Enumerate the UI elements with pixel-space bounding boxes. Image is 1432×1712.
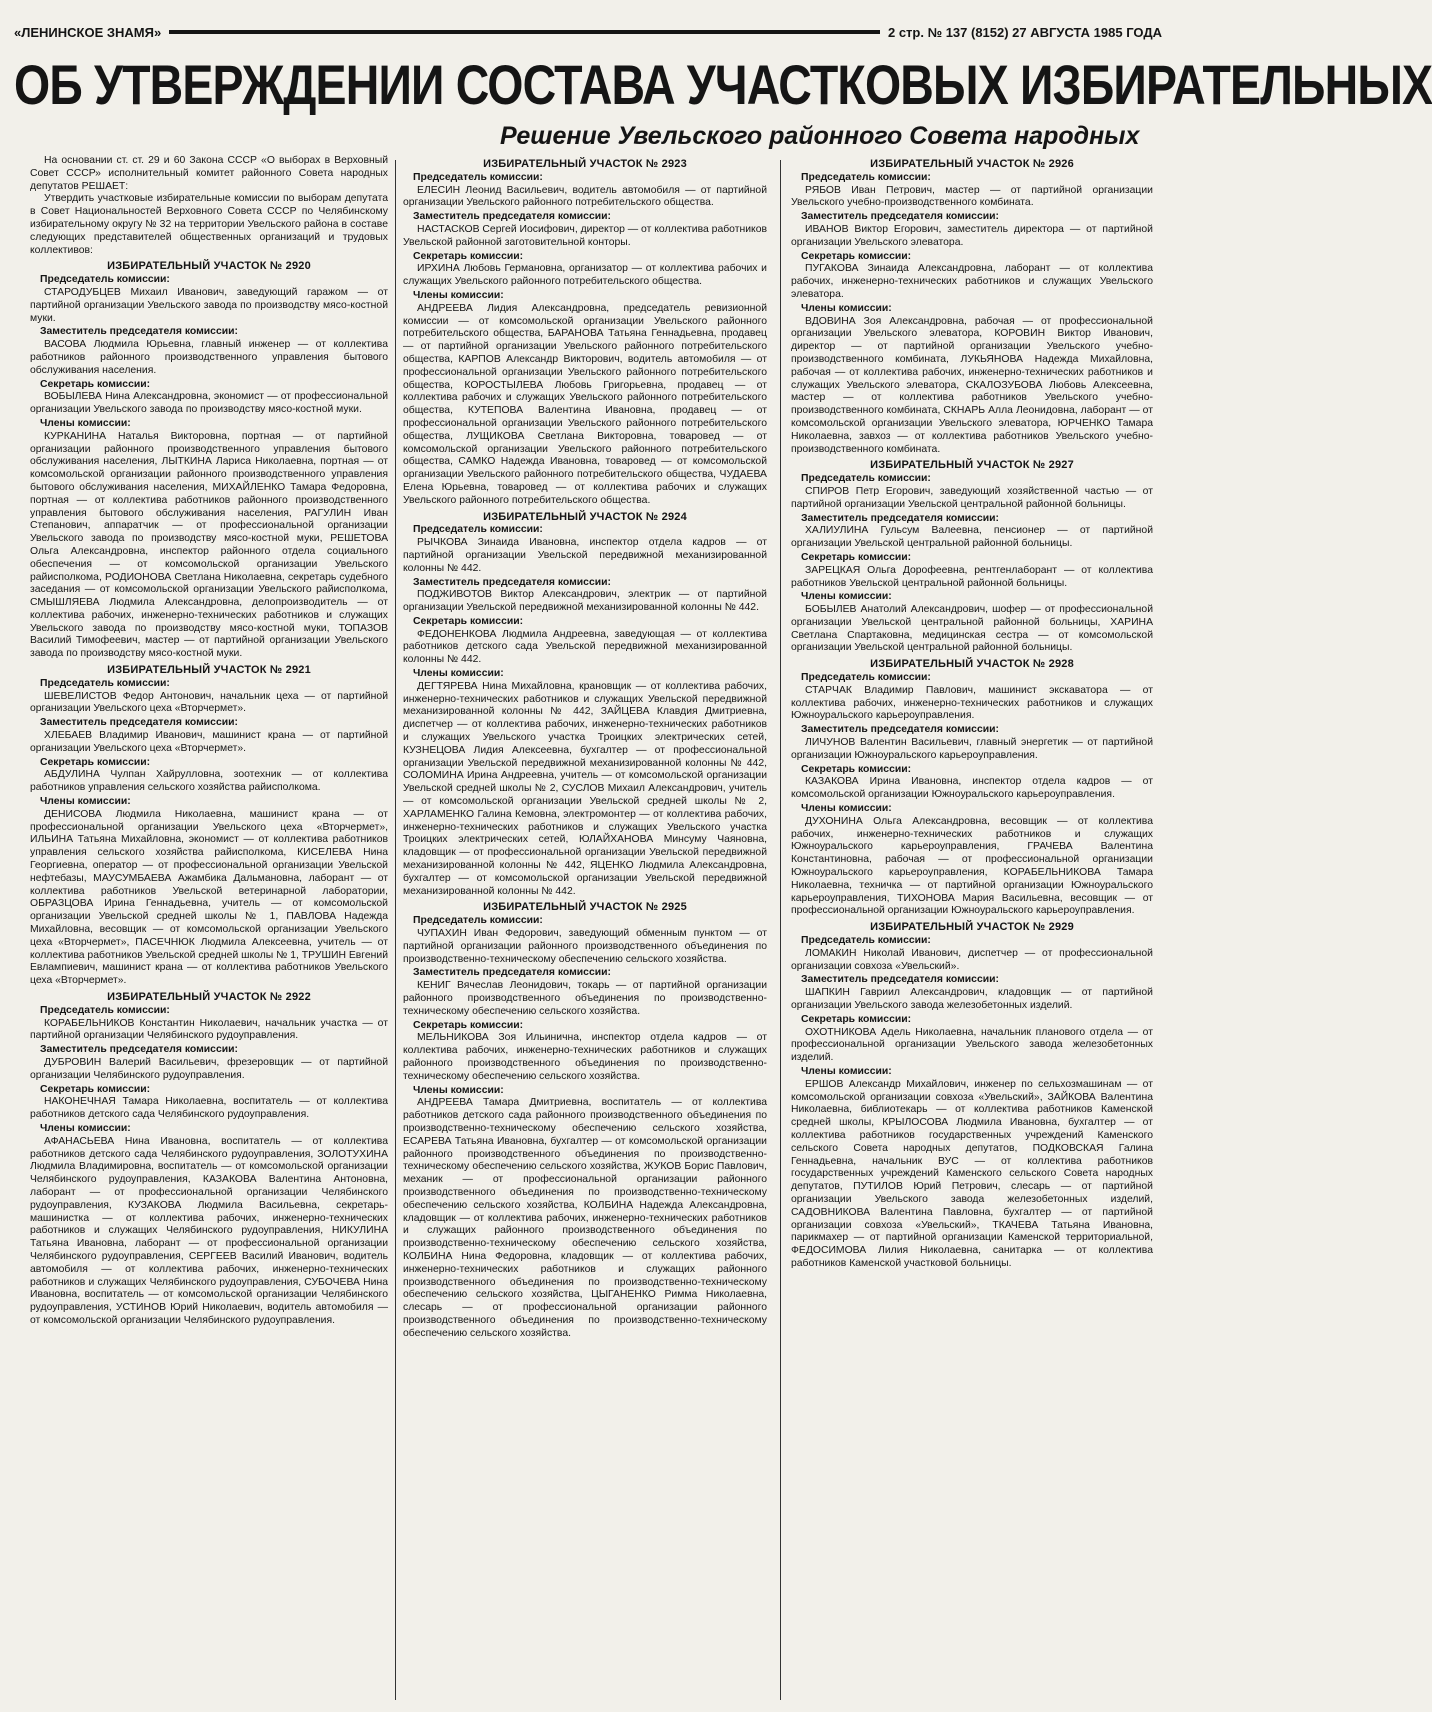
secretary-entry: ФЕДОНЕНКОВА Людмила Андреевна, заведующая — от коллектива работников детского сада Увельской передвижной механизированной колонны № 442. (403, 628, 767, 666)
role-label: Председатель комиссии: (40, 677, 170, 689)
chair-entry: КОРАБЕЛЬНИКОВ Константин Николаевич, начальник участка — от партийной организации Челябинского рудоуправления. (30, 1017, 388, 1042)
members-entry: ДЕНИСОВА Людмила Николаевна, машинист крана — от профессиональной организации Увельского цеха «Вторчермет», ИЛЬИНА Татьяна Михайловна, экономист — от коллектива работников управления сельского хозяйства райисполкома, КИСЕЛЕВА Нина Георгиевна, оператор — от профессиональной организации Увельской нефтебазы, МАУСУМБАЕВА Ажамбика Дальмановна, лаборант — от коллектива работников Увельской ветеринарной лаборатории, ОБРАЗЦОВА Ирина Геннадьевна, учитель — от комсомольской организации Увельской средней школы № 1, ПАВЛОВА Надежда Михайловна, весовщик — от комсомольской организации Увельского цеха «Вторчермет», ПАСЕЧНЮК Людмила Алексеевна, учитель — от коллектива работников Увельской средней школы № 1, ТРУШИН Евгений Евлампиевич, машинист крана — от коллектива работников Увельского цеха «Вторчермет». (30, 808, 388, 987)
role-label: Заместитель председателя комиссии: (413, 211, 611, 223)
role-label: Председатель комиссии: (801, 171, 931, 183)
column-3 (791, 155, 1153, 1705)
column-2 (403, 155, 767, 1705)
role-label: Секретарь комиссии: (40, 756, 151, 768)
role-label: Председатель комиссии: (413, 171, 543, 183)
secretary-entry: КАЗАКОВА Ирина Ивановна, инспектор отдела кадров — от комсомольской организации Южноуральского карьероуправления. (791, 776, 1153, 801)
chair-entry: СПИРОВ Петр Егорович, заведующий хозяйственной частью — от партийной организации Увельской центральной районной больницы. (791, 485, 1153, 510)
role-label: Секретарь комиссии: (801, 551, 912, 563)
chair-entry: ЛОМАКИН Николай Иванович, диспетчер — от профессиональной организации совхоза «Увельский». (791, 947, 1153, 972)
deputy-entry: ДУБРОВИН Валерий Васильевич, фрезеровщик — от партийной организации Челябинского рудоуправления. (30, 1056, 388, 1081)
role-label: Председатель комиссии: (801, 672, 931, 684)
members-entry: КУРКАНИНА Наталья Викторовна, портная — от партийной организации районного производственного управления бытового обслуживания населения, ЛЫТКИНА Лариса Николаевна, портная — от комсомольской организации районного производственного управления бытового обслуживания населения, МИХАЙЛЕНКО Тамара Федоровна, портная — от коллектива работников районного производственного управления бытового обслуживания населения, РАГУЛИН Иван Степанович, аппаратчик — от профессиональной организации Увельского завода по производству мясо-костной муки, РЕШЕТОВА Ольга Александровна, инспектор районного отдела социального обеспечения — от комсомольской организации Увельского райисполкома, РОДИОНОВА Светлана Николаевна, секретарь судебного заседания — от комсомольской организации Увельского райисполкома, СМЫШЛЯЕВА Людмила Александровна, делопроизводитель — от коллектива рабочих, инженерно-технических работников и служащих Увельского завода по производству мясо-костной муки, ТОПАЗОВ Василий Тимофеевич, мастер — от партийной организации Увельского завода по производству мясо-костной муки. (30, 430, 388, 660)
role-label: Члены комиссии: (801, 302, 892, 314)
members-entry: ВДОВИНА Зоя Александровна, рабочая — от профессиональной организации Увельского элеватора, КОРОВИН Виктор Иванович, директор — от партийной организации Увельского учебно-производственного комбината, ЛУКЬЯНОВА Надежда Михайловна, рабочая — от коллектива рабочих, инженерно-технических работников и служащих Увельского элеватора, СКАЛОЗУБОВА Любовь Алексеевна, мастер — от коллектива работников Увельского учебно-производственного комбината, СКНАРЬ Алла Леонидовна, лаборант — от комсомольской организации Увельского элеватора, ЮРЧЕНКО Тамара Николаевна, завхоз — от коллектива работников Увельского учебно-производственного комбината. (791, 315, 1153, 455)
deputy-entry: НАСТАСКОВ Сергей Иосифович, директор — от коллектива работников Увельской районной заготовительной конторы. (403, 223, 767, 248)
role-label: Члены комиссии: (40, 417, 131, 429)
intro-paragraph: Утвердить участковые избирательные комиссии по выборам депутата в Совет Национальностей Верховного Совета СССР по Челябинскому избирательному округу № 32 на территории Увельского района в составе следующих представителей общественных организаций и трудовых коллективов: (30, 193, 388, 256)
issue-info: 2 стр. № 137 (8152) 27 АВГУСТА 1985 ГОДА (887, 24, 1162, 40)
role-label: Заместитель председателя комиссии: (413, 967, 611, 979)
secretary-entry: ВОБЫЛЕВА Нина Александровна, экономист — от профессиональной организации Увельского завода по производству мясо-костной муки. (30, 391, 388, 416)
chair-entry: РЯБОВ Иван Петрович, мастер — от партийной организации Увельского учебно-производственного комбината. (791, 184, 1153, 209)
secretary-entry: НАКОНЕЧНАЯ Тамара Николаевна, воспитатель — от коллектива работников детского сада Челябинского рудоуправления. (30, 1096, 388, 1121)
role-label: Члены комиссии: (40, 796, 131, 808)
role-label: Заместитель председателя комиссии: (801, 512, 999, 524)
members-entry: АНДРЕЕВА Лидия Александровна, председатель ревизионной комиссии — от комсомольской организации Увельского районного потребительского общества, БАРАНОВА Татьяна Геннадьевна, продавец — от партийной организации Увельского районного потребительского общества, КАРПОВ Александр Викторович, водитель автомобиля — от профессиональной организации Увельского районного потребительского общества, КОРОСТЫЛЕВА Любовь Григорьевна, продавец — от коллектива рабочих и служащих Увельского районного потребительского общества, КУТЕПОВА Валентина Ивановна, продавец — от профессиональной организации Увельского районного потребительского общества, ЛУЩИКОВА Светлана Викторовна, товаровед — от комсомольской организации Увельского районного потребительского общества, САМКО Надежда Ивановна, товаровед — от комсомольской организации Увельского районного потребительского общества, ЧУДАЕВА Елена Юрьевна, товаровед — от коллектива рабочих и служащих Увельского районного потребительского общества. (403, 302, 767, 506)
deputy-entry: ЛИЧУНОВ Валентин Васильевич, главный энергетик — от партийной организации Южноуральского карьероуправления. (791, 737, 1153, 761)
masthead-rule (169, 30, 880, 34)
section-title: ИЗБИРАТЕЛЬНЫЙ УЧАСТОК № 2928 (870, 658, 1074, 671)
headline: ОБ УТВЕРЖДЕНИИ СОСТАВА УЧАСТКОВЫХ ИЗБИРАТЕЛЬНЫХ (14, 53, 1432, 116)
role-label: Секретарь комиссии: (40, 1083, 151, 1095)
role-label: Председатель комиссии: (413, 915, 543, 927)
role-label: Секретарь комиссии: (413, 1019, 524, 1031)
members-entry: ДУХОНИНА Ольга Александровна, весовщик — от коллектива рабочих, инженерно-технических работников и служащих Южноуральского карьероуправления, ГРАЧЕВА Валентина Константиновна, рабочая — от профессиональной организации Южноуральского карьероуправления, КОРАБЕЛЬНИКОВА Тамара Николаевна, техничка — от партийной организации Южноуральского карьероуправления, ТИХОНОВА Мария Васильевна, весовщик — от профессиональной организации Южноуральского карьероуправления. (791, 815, 1153, 917)
role-label: Заместитель председателя комиссии: (40, 326, 238, 338)
masthead (14, 22, 1162, 42)
role-label: Секретарь комиссии: (413, 250, 524, 262)
section-title: ИЗБИРАТЕЛЬНЫЙ УЧАСТОК № 2925 (483, 901, 687, 914)
deputy-entry: ХЛЕБАЕВ Владимир Иванович, машинист крана — от партийной организации Увельского цеха «Вторчермет». (30, 730, 388, 754)
role-label: Члены комиссии: (801, 803, 892, 815)
role-label: Секретарь комиссии: (801, 763, 912, 775)
deputy-entry: ХАЛИУЛИНА Гульсум Валеевна, пенсионер — от партийной организации Увельской центральной районной больницы. (791, 525, 1153, 550)
role-label: Члены комиссии: (40, 1122, 131, 1134)
secretary-entry: ОХОТНИКОВА Адель Николаевна, начальник планового отдела — от профессиональной организации Увельского завода железобетонных изделий. (791, 1026, 1153, 1064)
role-label: Секретарь комиссии: (413, 615, 524, 627)
section-title: ИЗБИРАТЕЛЬНЫЙ УЧАСТОК № 2923 (483, 158, 687, 170)
section-title: ИЗБИРАТЕЛЬНЫЙ УЧАСТОК № 2926 (870, 158, 1074, 170)
role-label: Секретарь комиссии: (801, 1013, 912, 1025)
secretary-entry: АБДУЛИНА Чулпан Хайрулловна, зоотехник — от коллектива работников управления сельского хозяйства райисполкома. (30, 769, 388, 794)
role-label: Заместитель председателя комиссии: (413, 576, 611, 588)
role-label: Заместитель председателя комиссии: (801, 211, 999, 223)
newspaper-name: «ЛЕНИНСКОЕ ЗНАМЯ» (14, 24, 162, 40)
role-label: Председатель комиссии: (40, 1004, 170, 1016)
role-label: Члены комиссии: (801, 1065, 892, 1077)
role-label: Члены комиссии: (801, 591, 892, 603)
role-label: Заместитель председателя комиссии: (40, 717, 238, 729)
role-label: Председатель комиссии: (801, 473, 931, 485)
chair-entry: ЧУПАХИН Иван Федорович, заведующий обменным пунктом — от партийной организации районного производственного объединения по производственно-техническому обеспечению сельского хозяйства. (403, 928, 767, 965)
chair-entry: СТАРЧАК Владимир Павлович, машинист экскаватора — от коллектива рабочих, инженерно-технических работников и служащих Южноуральского карьероуправления. (791, 684, 1153, 722)
deputy-entry: ПОДЖИВОТОВ Виктор Александрович, электрик — от партийной организации Увельской передвижной механизированной колонны № 442. (403, 589, 767, 614)
deputy-entry: ВАСОВА Людмила Юрьевна, главный инженер — от коллектива работников районного производственного управления бытового обслуживания населения. (30, 339, 388, 376)
deputy-entry: КЕНИГ Вячеслав Леонидович, токарь — от партийной организации районного производственного объединения по производственно-техническому обеспечению сельского хозяйства. (403, 980, 767, 1017)
role-label: Председатель комиссии: (40, 274, 170, 286)
section-title: ИЗБИРАТЕЛЬНЫЙ УЧАСТОК № 2924 (483, 510, 687, 523)
members-entry: АНДРЕЕВА Тамара Дмитриевна, воспитатель — от коллектива работников детского сада районного производственного объединения по производственно-техническому обеспечению сельского хозяйства, ЕСАРЕВА Татьяна Ивановна, бухгалтер — от комсомольской организации районного производственного объединения по производственно-техническому обеспечению сельского хозяйства, ЖУКОВ Борис Павлович, механик — от профессиональной организации районного производственного объединения по производственно-техническому обеспечению сельского хозяйства, КОЛБИНА Надежда Александровна, кладовщик — от коллектива рабочих, инженерно-технических работников и служащих районного производственного объединения по производственно-техническому обеспечению сельского хозяйства, КОЛБИНА Нина Федоровна, кладовщик — от коллектива рабочих, инженерно-технических работников и служащих районного производственного объединения по производственно-техническому обеспечению сельского хозяйства, ЦЫГАНЕНКО Римма Николаевна, слесарь — от профессиональной организации районного производственного объединения по производственно-техническому обеспечению сельского хозяйства. (403, 1097, 767, 1339)
intro-paragraph: На основании ст. ст. 29 и 60 Закона СССР «О выборах в Верховный Совет СССР» исполнительный комитет районного Совета народных депутатов РЕШАЕТ: (30, 155, 388, 192)
secretary-entry: МЕЛЬНИКОВА Зоя Ильинична, инспектор отдела кадров — от коллектива рабочих, инженерно-технических работников и служащих районного производственного объединения по производственно-техническому обеспечению сельского хозяйства. (403, 1032, 767, 1082)
role-label: Председатель комиссии: (413, 524, 543, 536)
role-label: Заместитель председателя комиссии: (801, 974, 999, 986)
section-title: ИЗБИРАТЕЛЬНЫЙ УЧАСТОК № 2927 (870, 459, 1074, 472)
role-label: Председатель комиссии: (801, 935, 931, 947)
column-divider (395, 160, 396, 1700)
column-1 (30, 155, 388, 1705)
role-label: Секретарь комиссии: (801, 250, 912, 262)
members-entry: АФАНАСЬЕВА Нина Ивановна, воспитатель — от коллектива работников детского сада Челябинского рудоуправления, ЗОЛОТУХИНА Людмила Владимировна, воспитатель — от комсомольской организации Челябинского рудоуправления, КАЗАКОВА Валентина Антоновна, лаборант — от профессиональной организации Челябинского рудоуправления, КУЗАКОВА Людмила Васильевна, секретарь-машинистка — от коллектива рабочих, инженерно-технических работников и служащих Челябинского рудоуправления, НИКУЛИНА Татьяна Ивановна, лаборант — от профессиональной организации Челябинского рудоуправления, СЕРГЕЕВ Василий Иванович, водитель автомобиля — от коллектива рабочих, инженерно-технических работников и служащих Челябинского рудоуправления, СУБОЧЕВА Нина Ивановна, воспитатель — от комсомольской организации Челябинского рудоуправления, УСТИНОВ Юрий Николаевич, водитель автомобиля — от комсомольской организации Челябинского рудоуправления. (30, 1135, 388, 1326)
section-title: ИЗБИРАТЕЛЬНЫЙ УЧАСТОК № 2920 (107, 260, 311, 273)
subtitle: Решение Увельского районного Совета народных (500, 122, 1140, 150)
chair-entry: ЕЛЕСИН Леонид Васильевич, водитель автомобиля — от партийной организации Увельского районного потребительского общества. (403, 184, 767, 209)
role-label: Секретарь комиссии: (40, 378, 151, 390)
deputy-entry: ШАПКИН Гавриил Александрович, кладовщик — от партийной организации Увельского завода железобетонных изделий. (791, 987, 1153, 1011)
chair-entry: РЫЧКОВА Зинаида Ивановна, инспектор отдела кадров — от партийной организации Увельской передвижной механизированной колонны № 442. (403, 537, 767, 574)
chair-entry: СТАРОДУБЦЕВ Михаил Иванович, заведующий гаражом — от партийной организации Увельского завода по производству мясо-костной муки. (30, 286, 388, 324)
column-divider (780, 160, 781, 1700)
role-label: Члены комиссии: (413, 1084, 504, 1096)
role-label: Заместитель председателя комиссии: (40, 1044, 238, 1056)
chair-entry: ШЕВЕЛИСТОВ Федор Антонович, начальник цеха — от партийной организации Увельского цеха «Вторчермет». (30, 690, 388, 715)
role-label: Члены комиссии: (413, 289, 504, 301)
secretary-entry: ПУГАКОВА Зинаида Александровна, лаборант — от коллектива рабочих, инженерно-технических работников и служащих Увельского элеватора. (791, 263, 1153, 300)
members-entry: ДЕГТЯРЕВА Нина Михайловна, крановщик — от коллектива рабочих, инженерно-технических работников и служащих Увельской передвижной механизированной колонны № 442, ЗАЙЦЕВА Клавдия Дмитриевна, диспетчер — от коллектива рабочих, инженерно-технических работников и служащих Увельского участка Троицких электрических сетей, КУЗНЕЦОВА Лидия Алексеевна, бухгалтер — от профессиональной организации Увельской передвижной механизированной колонны № 442, СОЛОМИНА Ирина Андреевна, учитель — от комсомольской организации Увельской средней школы № 2, СУСЛОВ Михаил Александрович, учитель — от комсомольской организации Увельской средней школы № 2, ХАРЛАМЕНКО Галина Кемовна, электромонтер — от коллектива рабочих, инженерно-технических работников и служащих Увельского участка Троицких электрических сетей, ЮЛАЙХАНОВА Минсуму Чаяновна, кладовщик — от профессиональной организации Увельской передвижной механизированной колонны № 442, ЯЦЕНКО Людмила Александровна, бухгалтер — от комсомольской организации Увельской передвижной механизированной колонны № 442. (403, 680, 767, 897)
section-title: ИЗБИРАТЕЛЬНЫЙ УЧАСТОК № 2921 (107, 664, 311, 677)
section-title: ИЗБИРАТЕЛЬНЫЙ УЧАСТОК № 2922 (107, 991, 311, 1003)
role-label: Члены комиссии: (413, 668, 504, 680)
deputy-entry: ИВАНОВ Виктор Егорович, заместитель директора — от партийной организации Увельского элеватора. (791, 223, 1153, 248)
role-label: Заместитель председателя комиссии: (801, 724, 999, 736)
members-entry: БОБЫЛЕВ Анатолий Александрович, шофер — от профессиональной организации Увельской центральной районной больницы, ХАРИНА Светлана Спартаковна, медицинская сестра — от комсомольской организации Увельской центральной районной больницы. (791, 604, 1153, 654)
secretary-entry: ИРХИНА Любовь Германовна, организатор — от коллектива рабочих и служащих Увельского районного потребительского общества. (403, 263, 767, 288)
members-entry: ЕРШОВ Александр Михайлович, инженер по сельхозмашинам — от комсомольской организации совхоза «Увельский», ЗАЙКОВА Валентина Николаевна, библиотекарь — от коллектива работников Каменской средней школы, КРЫЛОСОВА Людмила Ивановна, бухгалтер — от коллектива работников государственных учреждений Каменского сельского Совета народных депутатов, ПОДКОВСКАЯ Галина Геннадьевна, начальник ВУС — от коллектива работников государственных учреждений Каменского сельского Совета народных депутатов, ПУТИЛОВ Юрий Петрович, слесарь — от партийной организации Увельского завода железобетонных изделий, САДОВНИКОВА Валентина Павловна, бухгалтер — от партийной организации совхоза «Увельский», ТКАЧЕВА Татьяна Ивановна, парикмахер — от партийной организации Каменской территориальной, ФЕДОСИМОВА Лилия Николаевна, санитарка — от коллектива работников Каменской участковой больницы. (791, 1078, 1153, 1269)
section-title: ИЗБИРАТЕЛЬНЫЙ УЧАСТОК № 2929 (870, 921, 1074, 934)
secretary-entry: ЗАРЕЦКАЯ Ольга Дорофеевна, рентгенлаборант — от коллектива работников Увельской центральной районной больницы. (791, 564, 1153, 589)
